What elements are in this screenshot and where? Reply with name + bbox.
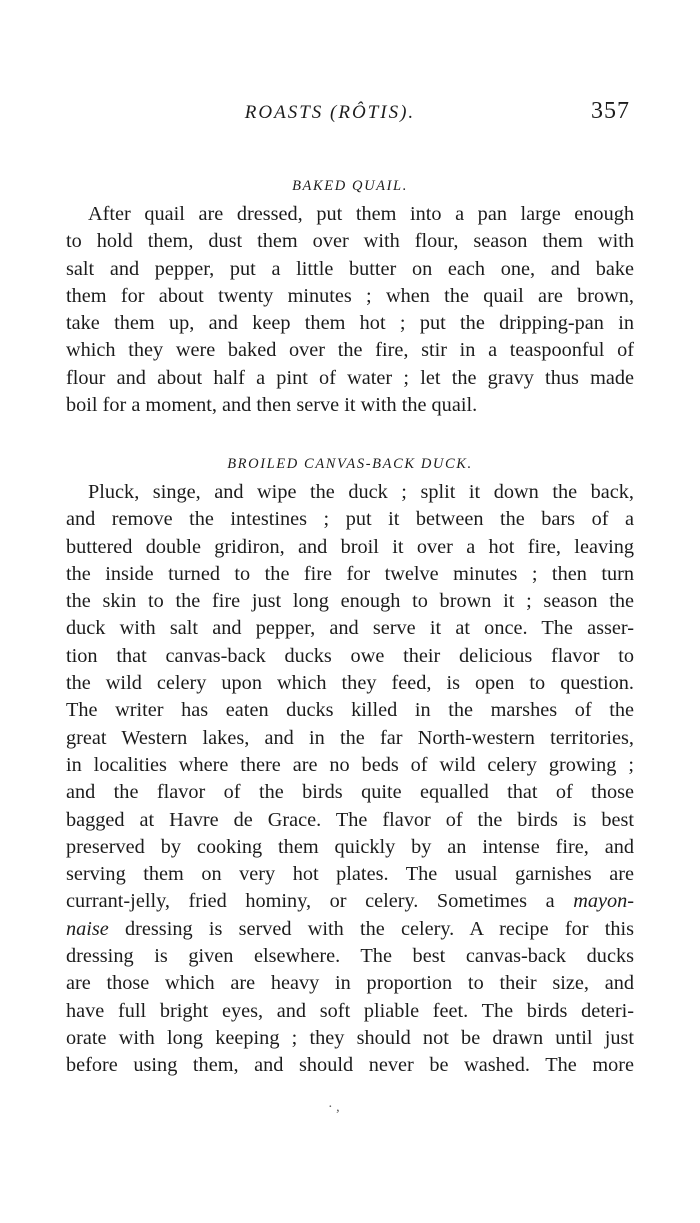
text-line: before using them, and should never be washed. The more: [66, 1054, 634, 1077]
page-number: 357: [591, 98, 630, 124]
text-line: preserved by cooking them quickly by an intense fire, and: [66, 835, 634, 858]
italic-word-continued: naise: [66, 917, 109, 940]
text-fragment: dressing is served with the celery. A recipe for this: [108, 917, 634, 940]
text-line: to hold them, dust them over with flour, season them with: [66, 230, 634, 253]
text-line: the wild celery upon which they feed, is open to question.: [66, 672, 634, 695]
text-line: and the flavor of the birds quite equalled that of those: [66, 781, 634, 804]
text-line: the skin to the fire just long enough to brown it ; season the: [66, 590, 634, 613]
recipe-text: [66, 201, 634, 419]
text-line: tion that canvas-back ducks owe their delicious flavor to: [66, 644, 634, 667]
recipe-baked-quail: [66, 178, 634, 419]
text-line: bagged at Havre de Grace. The flavor of the birds is best: [66, 808, 634, 831]
text-line: have full bright eyes, and soft pliable feet. The birds deteri-: [66, 999, 634, 1022]
text-line: take them up, and keep them hot ; put the dripping-pan in: [66, 312, 634, 335]
text-line: Pluck, singe, and wipe the duck ; split it down the back,: [88, 481, 634, 503]
recipe-broiled-canvas-back-duck: [66, 456, 634, 1080]
text-line: the inside turned to the fire for twelve minutes ; then turn: [66, 562, 634, 585]
text-line: them for about twenty minutes ; when the quail are brown,: [66, 284, 634, 307]
text-line: in localities where there are no beds of wild celery growing ;: [66, 753, 634, 776]
text-line: duck with salt and pepper, and serve it at once. The asser-: [66, 617, 634, 640]
text-line: boil for a moment, and then serve it with the quail.: [66, 394, 478, 417]
text-line: great Western lakes, and in the far North-western territories,: [66, 726, 634, 749]
text-line-with-italic: [66, 916, 634, 943]
text-line: and remove the intestines ; put it between the bars of a: [66, 508, 634, 531]
running-header: [0, 98, 700, 138]
text-line: serving them on very hot plates. The usual garnishes are: [66, 863, 634, 886]
running-title: ROASTS (RÔTIS).: [244, 102, 416, 123]
printer-mark: · ,: [328, 1100, 340, 1115]
text-line: salt and pepper, put a little butter on each one, and bake: [66, 257, 634, 280]
text-fragment: currant-jelly, fried hominy, or celery. Sometimes a: [66, 890, 555, 913]
text-line: which they were baked over the fire, stir in a teaspoonful of: [66, 339, 634, 362]
text-line: orate with long keeping ; they should not be drawn until just: [66, 1026, 634, 1049]
text-line: buttered double gridiron, and broil it over a hot fire, leaving: [66, 535, 634, 558]
text-line: dressing is given elsewhere. The best canvas-back ducks: [66, 945, 634, 968]
text-line: The writer has eaten ducks killed in the marshes of the: [66, 699, 634, 722]
recipe-title: BROILED CANVAS-BACK DUCK.: [227, 456, 473, 472]
recipe-text: [66, 479, 634, 1080]
text-line: flour and about half a pint of water ; let the gravy thus made: [66, 366, 634, 389]
recipe-title: BAKED QUAIL.: [292, 178, 408, 194]
text-line: are those which are heavy in proportion to their size, and: [66, 972, 634, 995]
text-line: After quail are dressed, put them into a pan large enough: [88, 203, 634, 225]
italic-word: mayon-: [573, 890, 635, 913]
text-line-with-italic: [66, 888, 634, 915]
